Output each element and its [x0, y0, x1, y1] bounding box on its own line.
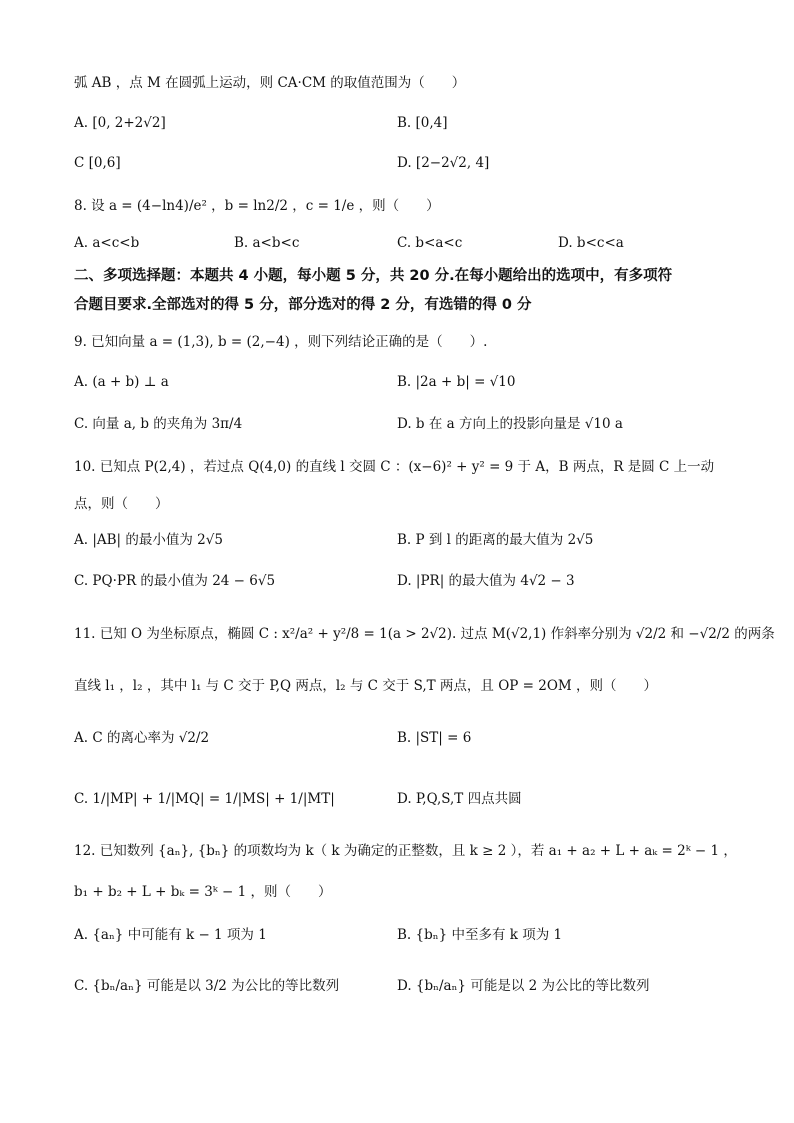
- q11-option-d: D. P,Q,S,T 四点共圆: [397, 791, 522, 807]
- q10-option-c: C. PQ·PR 的最小值为 24 − 6√5: [74, 573, 276, 589]
- q10-stem-line2: 点，则（ ）: [74, 496, 169, 512]
- q9-option-b: B. |2a + b| = √10: [397, 374, 516, 390]
- q12-option-d: D. {bₙ/aₙ} 可能是以 2 为公比的等比数列: [397, 978, 650, 994]
- q8-option-d: D. b<c<a: [558, 235, 624, 251]
- q11-option-a: A. C 的离心率为 √2/2: [74, 730, 210, 746]
- q7-option-a: A. [0, 2+2√2]: [74, 115, 166, 131]
- q10-option-b: B. P 到 l 的距离的最大值为 2√5: [397, 532, 594, 548]
- q8-option-a: A. a<c<b: [74, 235, 140, 251]
- q12-stem-line1: 12. 已知数列 {aₙ}, {bₙ} 的项数均为 k（ k 为确定的正整数，且 k ≥ 2 ），若 a₁ + a₂ + L + aₖ = 2ᵏ − 1 ，: [74, 843, 737, 859]
- q9-option-a: A. (a + b) ⊥ a: [74, 374, 169, 390]
- q11-stem-line2: 直线 l₁ ，l₂ ，其中 l₁ 与 C 交于 P,Q 两点，l₂ 与 C 交于 S,T 两点，且 OP = 2OM ，则（ ）: [74, 678, 658, 694]
- q10-option-d: D. |PR| 的最大值为 4√2 − 3: [397, 573, 575, 589]
- q8-option-c: C. b<a<c: [397, 235, 463, 251]
- section-heading-line1: 二、多项选择题：本题共 4 小题，每小题 5 分，共 20 分.在每小题给出的选项中，有多项符: [74, 268, 673, 284]
- q12-stem-line2: b₁ + b₂ + L + bₖ = 3ᵏ − 1 ，则（ ）: [74, 884, 332, 900]
- q10-stem-line1: 10. 已知点 P(2,4) ，若过点 Q(4,0) 的直线 l 交圆 C ：(x−6)² + y² = 9 于 A，B 两点，R 是圆 C 上一动: [74, 459, 715, 475]
- q12-option-b: B. {bₙ} 中至多有 k 项为 1: [397, 927, 563, 943]
- q7-option-c: C [0,6]: [74, 155, 121, 171]
- q8-stem: 8. 设 a = (4−ln4)/e² ，b = ln2/2 ，c = 1/e ，则（ ）: [74, 198, 440, 214]
- q7-stem-tail: 弧 AB ，点 M 在圆弧上运动，则 CA·CM 的取值范围为（ ）: [74, 75, 466, 91]
- q9-stem: 9. 已知向量 a = (1,3), b = (2,−4) ，则下列结论正确的是（ ）.: [74, 334, 488, 350]
- q8-option-b: B. a<b<c: [234, 235, 300, 251]
- q11-option-c: C. 1/|MP| + 1/|MQ| = 1/|MS| + 1/|MT|: [74, 791, 335, 807]
- q11-stem-line1: 11. 已知 O 为坐标原点，椭圆 C : x²/a² + y²/8 = 1(a > 2√2). 过点 M(√2,1) 作斜率分别为 √2/2 和 −√2/2 的两条: [74, 626, 775, 642]
- q9-option-c: C. 向量 a, b 的夹角为 3π/4: [74, 416, 243, 432]
- section-heading-line2: 合题目要求.全部选对的得 5 分，部分选对的得 2 分，有选错的得 0 分: [74, 297, 532, 313]
- q9-option-d: D. b 在 a 方向上的投影向量是 √10 a: [397, 416, 623, 432]
- q12-option-a: A. {aₙ} 中可能有 k − 1 项为 1: [74, 927, 267, 943]
- q7-option-d: D. [2−2√2, 4]: [397, 155, 490, 171]
- q10-option-a: A. |AB| 的最小值为 2√5: [74, 532, 223, 548]
- q12-option-c: C. {bₙ/aₙ} 可能是以 3/2 为公比的等比数列: [74, 978, 340, 994]
- q7-option-b: B. [0,4]: [397, 115, 448, 131]
- q11-option-b: B. |ST| = 6: [397, 730, 472, 746]
